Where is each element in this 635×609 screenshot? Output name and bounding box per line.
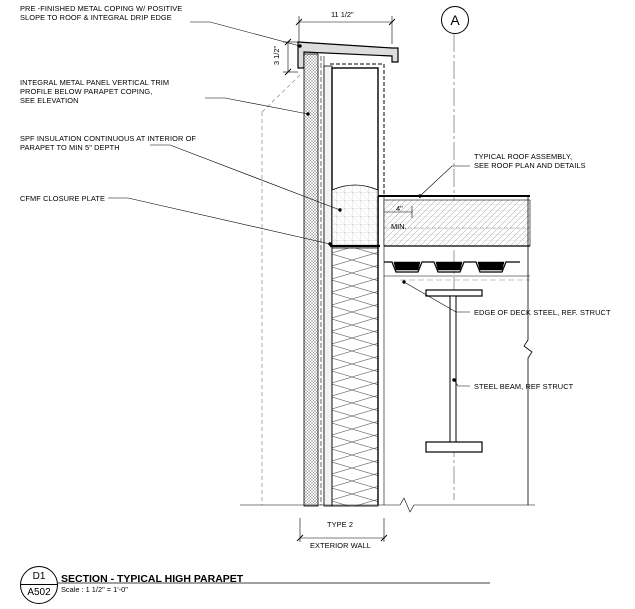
note-cfmf-closure: CFMF CLOSURE PLATE — [20, 194, 106, 203]
detail-title: SECTION - TYPICAL HIGH PARAPET — [61, 573, 244, 585]
note-steel-beam: STEEL BEAM, REF STRUCT — [474, 382, 574, 391]
dim-coping-height: 3 1/2" — [272, 45, 281, 65]
detail-id: D1 — [32, 571, 46, 582]
note-roof-assembly: TYPICAL ROOF ASSEMBLY, SEE ROOF PLAN AND DETAILS — [474, 152, 586, 170]
exterior-veneer — [304, 54, 318, 506]
dim-top-width: 11 1/2" — [331, 10, 354, 19]
steel-beam-top-flange — [426, 290, 482, 296]
grid-bubble-a: A — [441, 6, 469, 34]
dim-overlap-min: MIN. — [391, 222, 407, 231]
batt-insulation — [332, 248, 378, 506]
sheet-number: A502 — [27, 587, 51, 598]
wall-type-label: TYPE 2 — [327, 520, 354, 529]
dim-overlap: 4" — [396, 204, 403, 213]
trim-profile-outline — [262, 75, 300, 505]
note-trim: INTEGRAL METAL PANEL VERTICAL TRIM PROFILE BELOW PARAPET COPING, SEE ELEVATION — [20, 78, 170, 105]
detail-scale: Scale : 1 1/2" = 1'-0" — [61, 585, 128, 594]
bubble-divider — [21, 584, 57, 585]
note-spf-insulation: SPF INSULATION CONTINUOUS AT INTERIOR OF PARAPET TO MIN 5" DEPTH — [20, 134, 197, 152]
break-line-bottom — [240, 498, 535, 512]
steel-beam-web — [450, 296, 456, 442]
detail-bubble — [20, 566, 58, 604]
steel-beam-bottom-flange — [426, 442, 482, 452]
spf-insulation — [332, 185, 378, 246]
wall-name-label: EXTERIOR WALL — [310, 541, 371, 550]
sheathing — [324, 66, 332, 506]
note-coping: PRE -FINISHED METAL COPING W/ POSITIVE SLOPE TO ROOF & INTEGRAL DRIP EDGE — [20, 4, 183, 22]
note-deck-edge: EDGE OF DECK STEEL, REF. STRUCT — [474, 308, 611, 317]
